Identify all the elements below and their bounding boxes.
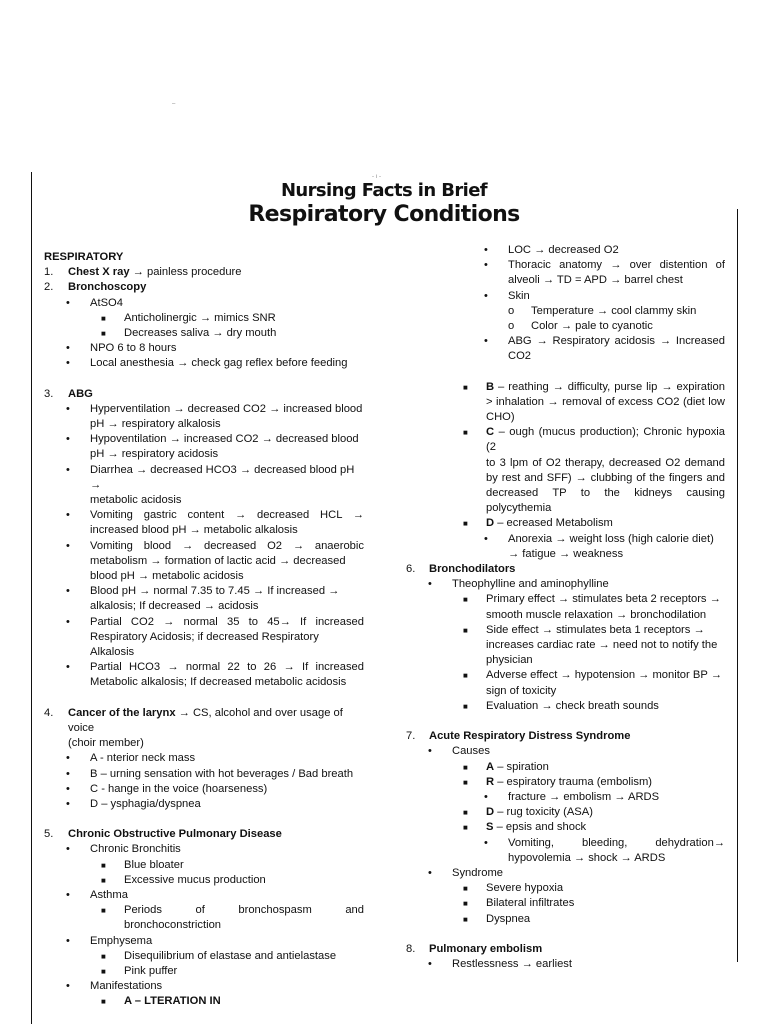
sub-bullet-item: ■ Blue bloater: [101, 858, 184, 871]
bullet-item: • Local anesthesia → check gag reflex before feeding: [66, 357, 348, 370]
sub-bullet-item: ■ D – rug toxicity (ASA): [463, 806, 593, 819]
sub-bullet-item: ■ R – espiratory trauma (embolism): [463, 775, 653, 788]
bullet-item: • fracture → embolism → ARDS: [484, 790, 660, 803]
bullet-item: • C - hange in the voice (hoarseness): [66, 782, 268, 795]
sub-bullet-item: ■ S – epsis and shock: [463, 821, 587, 834]
bullet-item: • Emphysema: [66, 934, 153, 947]
bullet-item: • Skin: [484, 289, 530, 302]
bullet-item: • Vomiting, bleeding, dehydration→ hypovolemia → shock → ARDS: [484, 836, 725, 864]
sub-bullet-item: ■ Anticholinergic → mimics SNR: [101, 311, 276, 324]
list-item: 7. Acute Respiratory Distress Syndrome: [406, 730, 631, 743]
sub-bullet-item: o Color → pale to cyanotic: [508, 320, 653, 333]
scan-mark: –: [172, 101, 176, 107]
list-item: 8. Pulmonary embolism: [406, 942, 543, 955]
list-item: 2. Bronchoscopy: [44, 281, 147, 294]
sub-bullet-item: ■ Excessive mucus production: [101, 873, 266, 886]
bullet-item: • B – urning sensation with hot beverages / Bad breath: [66, 767, 354, 780]
sub-bullet-item: ■ Bilateral infiltrates: [463, 897, 575, 910]
bullet-item: • NPO 6 to 8 hours: [66, 342, 177, 355]
series-title: Nursing Facts in Brief: [280, 180, 488, 201]
bullet-item: • Anorexia → weight loss (high calorie diet) → fatigue → weakness: [484, 532, 714, 560]
sub-bullet-item: ■ Side effect → stimulates beta 1 receptors → increases cardiac rate → need not to notify the physician: [463, 623, 718, 667]
section-title: RESPIRATORY: [44, 251, 124, 263]
bullet-item: • A - nterior neck mass: [66, 752, 196, 765]
bullet-item: • Chronic Bronchitis: [66, 843, 181, 856]
sub-bullet-item: ■ Severe hypoxia: [463, 882, 564, 895]
bullet-item: • Asthma: [66, 888, 128, 901]
bullet-item: • Blood pH → normal 7.35 to 7.45 → If increased → alkalosis; If decreased → acidosis: [66, 585, 340, 613]
bullet-item: • Vomiting blood → decreased O2 → anaerobic metabolism → formation of lactic acid → decreased blood pH → metabolic acidosis: [66, 539, 364, 583]
bullet-item: • Thoracic anatomy → over distention of alveoli → TD = APD → barrel chest: [484, 259, 725, 287]
sub-bullet-item: ■ Primary effect → stimulates beta 2 receptors → smooth muscle relaxation → bronchodilation: [463, 593, 721, 621]
page-title: Respiratory Conditions: [248, 202, 520, 227]
bullet-item: • Theophylline and aminophylline: [428, 578, 609, 591]
sub-bullet-item: ■ D – ecreased Metabolism: [463, 517, 613, 530]
sub-bullet-item: ■ Periods of bronchospasm and bronchoconstriction: [101, 904, 364, 932]
sub-bullet-item: ■ Evaluation → check breath sounds: [463, 699, 659, 712]
sub-bullet-item: ■ A – LTERATION IN: [101, 995, 221, 1008]
list-item: 6. Bronchodilators: [406, 563, 516, 576]
sub-bullet-item: ■ Dyspnea: [463, 912, 531, 925]
list-item: 5. Chronic Obstructive Pulmonary Disease: [44, 828, 282, 841]
bullet-item: • Hyperventilation → decreased CO2 → increased blood pH → respiratory alkalosis: [66, 402, 363, 431]
bullet-item: • AtSO4: [66, 296, 123, 309]
right-border-line: [737, 209, 738, 962]
sub-bullet-item: ■ C – ough (mucus production); Chronic hypoxia (2 to 3 lpm of O2 therapy, decreased O2 demand by rest and SFF) → clubbing of the fingers and decreased TP to the kidneys causing polycythemia: [463, 426, 725, 515]
bullet-item: • Manifestations: [66, 980, 163, 993]
sub-bullet-item: ■ A – spiration: [463, 760, 549, 773]
right-column: [406, 243, 725, 972]
left-border-line: [31, 172, 32, 1024]
list-item: 4. Cancer of the larynx → CS, alcohol and over usage of voice (choir member): [44, 706, 343, 750]
list-item: 3. ABG: [44, 387, 93, 400]
scan-mark: - ı -: [372, 174, 381, 180]
bullet-item: • Causes: [428, 745, 490, 758]
bullet-item: • Hypoventilation → increased CO2 → decreased blood pH → respiratory acidosis: [66, 433, 359, 461]
sub-bullet-item: ■ Decreases saliva → dry mouth: [101, 327, 277, 340]
bullet-item: • LOC → decreased O2: [484, 244, 619, 256]
bullet-item: • Partial HCO3 → normal 22 to 26 → If increased Metabolic alkalosis; If decreased metabolic acidosis: [66, 661, 364, 689]
bullet-item: • Syndrome: [428, 866, 503, 879]
bullet-item: • Partial CO2 → normal 35 to 45→ If increased Respiratory Acidosis; if decreased Respiratory Alkalosis: [66, 615, 364, 659]
bullet-item: • Diarrhea → decreased HCO3 → decreased blood pH → metabolic acidosis: [66, 463, 355, 507]
bullet-item: • Restlessness → earliest: [428, 957, 572, 970]
sub-bullet-item: o Temperature → cool clammy skin: [508, 304, 697, 317]
sub-bullet-item: ■ Pink puffer: [101, 964, 178, 977]
sub-bullet-item: ■ Adverse effect → hypotension → monitor BP → sign of toxicity: [463, 669, 722, 697]
list-item: 1. Chest X ray → painless procedure: [44, 266, 242, 279]
left-column: [44, 250, 364, 1010]
sub-bullet-item: ■ B – reathing → difficulty, purse lip → expiration > inhalation → removal of excess CO2 (diet low CHO): [463, 380, 725, 424]
bullet-item: • D – ysphagia/dyspnea: [66, 797, 201, 810]
bullet-item: • Vomiting gastric content → decreased HCL → increased blood pH → metabolic alkalosis: [66, 509, 364, 537]
sub-bullet-item: ■ Disequilibrium of elastase and antielastase: [101, 949, 337, 962]
bullet-item: • ABG → Respiratory acidosis → Increased CO2: [484, 335, 725, 363]
